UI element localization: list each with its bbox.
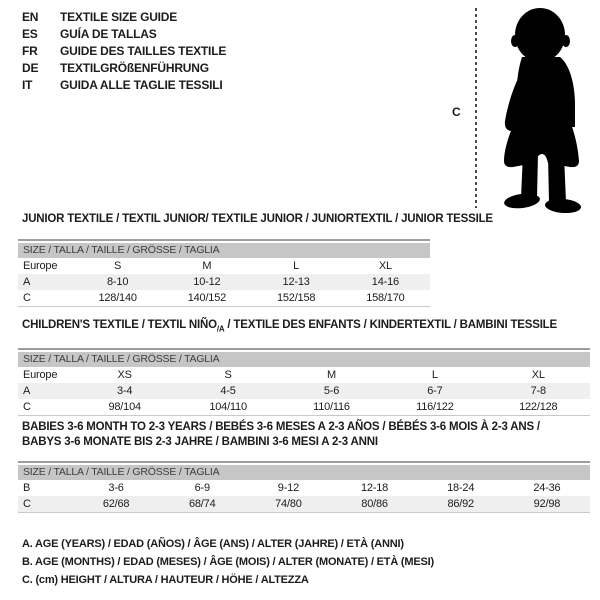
cell: XL [531,369,545,382]
table-row-age-months [18,480,590,496]
title-line-2: BABYS 3-6 MONATE BIS 2-3 JAHRE / BAMBINI 3-6 MESI A 2-3 ANNI [22,436,378,448]
lang-code: EN [22,10,39,24]
table-top-rule [18,239,430,241]
cell: 80/86 [331,496,417,513]
row-label: C [23,401,31,414]
cell: 9-12 [277,482,299,494]
junior-table-title: JUNIOR TEXTILE / TEXTIL JUNIOR/ TEXTILE JUNIOR / JUNIORTEXTIL / JUNIOR TESSILE [22,213,493,225]
cell: 10-12 [162,274,251,290]
table-row-age [18,274,430,290]
cell: 68/74 [159,496,245,513]
cell: XL [378,260,392,272]
cell: 6-7 [383,383,486,399]
note-c: C. (cm) HEIGHT / ALTURA / HAUTEUR / HÖHE / ALTEZZA [22,574,309,586]
cell: 12-13 [252,274,341,290]
cell: 110/116 [313,401,350,414]
title-part: CHILDREN'S TEXTILE / TEXTIL NIÑO [22,319,217,331]
cell: L [293,260,300,272]
babies-table-title [22,420,590,450]
cell: 140/152 [187,292,227,304]
lang-code: ES [22,27,38,41]
cell: 122/128 [519,401,558,414]
title-part: / TEXTILE DES ENFANTS / KINDERTEXTIL / BAMBINI TESSILE [224,319,557,331]
lang-row-es [22,26,226,43]
table-row-europe [18,367,590,383]
cell: 3-6 [108,482,124,494]
lang-row-fr [22,43,226,60]
table-row-height [18,399,590,416]
table-row-europe [18,258,430,274]
lang-title: TEXTILGRÖßENFÜHRUNG [60,61,209,75]
cell: 6-9 [194,482,210,494]
cell: 8-10 [73,274,162,290]
table-row-height [18,496,590,513]
cell: 5-6 [280,383,383,399]
cell: S [114,260,122,272]
size-header-bar: SIZE / TALLA / TAILLE / GRÖSSE / TAGLIA [18,465,590,480]
lang-title: GUIDA ALLE TAGLIE TESSILI [60,78,223,92]
cell: 24-36 [533,482,561,494]
lang-row-en [22,9,226,26]
lang-title: TEXTILE SIZE GUIDE [60,10,178,24]
lang-title: GUÍA DE TALLAS [60,27,157,41]
cell: 86/92 [418,496,504,513]
note-b: B. AGE (MONTHS) / EDAD (MESES) / ÂGE (MOIS) / ALTER (MONATE) / ETÀ (MESI) [22,556,434,568]
table-top-rule [18,348,590,350]
title-line-1: BABIES 3-6 MONTH TO 2-3 YEARS / BEBÉS 3-6 MESES A 2-3 AÑOS / BÉBÉS 3-6 MOIS À 2-3 ANS / [22,421,540,433]
row-label: Europe [23,260,58,272]
lang-row-it [22,77,226,94]
lang-code: IT [22,78,33,92]
row-label: B [23,482,31,494]
childrens-table-title [22,318,590,336]
lang-title: GUIDE DES TAILLES TEXTILE [60,44,227,58]
cell: 158/170 [366,292,405,304]
cell: 74/80 [245,496,331,513]
cell: M [326,369,336,382]
size-header-bar: SIZE / TALLA / TAILLE / GRÖSSE / TAGLIA [18,243,430,258]
table-top-rule [18,461,590,463]
babies-size-table [18,480,590,513]
cell: 152/158 [276,292,316,304]
title-subscript: /A [216,324,225,334]
row-label: A [18,383,73,399]
cell: 92/98 [504,496,590,513]
cell: 4-5 [176,383,279,399]
height-measure-label: C [452,105,461,119]
childrens-size-table [18,367,590,416]
language-title-list [22,9,226,94]
cell: 116/122 [416,401,454,414]
cell: 12-18 [360,482,389,494]
toddler-silhouette-icon [482,5,594,213]
cell: 98/104 [108,401,141,414]
cell: 14-16 [341,274,430,290]
table-row-age [18,383,590,399]
cell: 3-4 [73,383,176,399]
height-dashed-line [475,8,477,208]
cell: 7-8 [487,383,590,399]
junior-textile-section [18,212,493,307]
table-row-height [18,290,430,307]
lang-code: DE [22,61,39,75]
cell: 62/68 [73,496,159,513]
row-label: A [18,274,73,290]
lang-code: FR [22,44,38,58]
cell: 128/140 [98,292,137,304]
cell: S [224,369,232,382]
babies-textile-section [18,420,590,513]
row-label: C [23,292,31,304]
cell: L [431,369,438,382]
junior-size-table [18,258,430,307]
cell: M [202,260,212,272]
legend-notes [22,535,434,589]
row-label: C [18,496,73,513]
lang-row-de [22,60,226,77]
cell: 18-24 [447,482,475,494]
size-header-bar: SIZE / TALLA / TAILLE / GRÖSSE / TAGLIA [18,352,590,367]
cell: XS [117,369,132,382]
row-label: Europe [23,369,58,382]
cell: 104/110 [209,401,247,414]
note-a: A. AGE (YEARS) / EDAD (AÑOS) / ÂGE (ANS) / ALTER (JAHRE) / ETÀ (ANNI) [22,538,404,550]
childrens-textile-section [18,318,590,416]
